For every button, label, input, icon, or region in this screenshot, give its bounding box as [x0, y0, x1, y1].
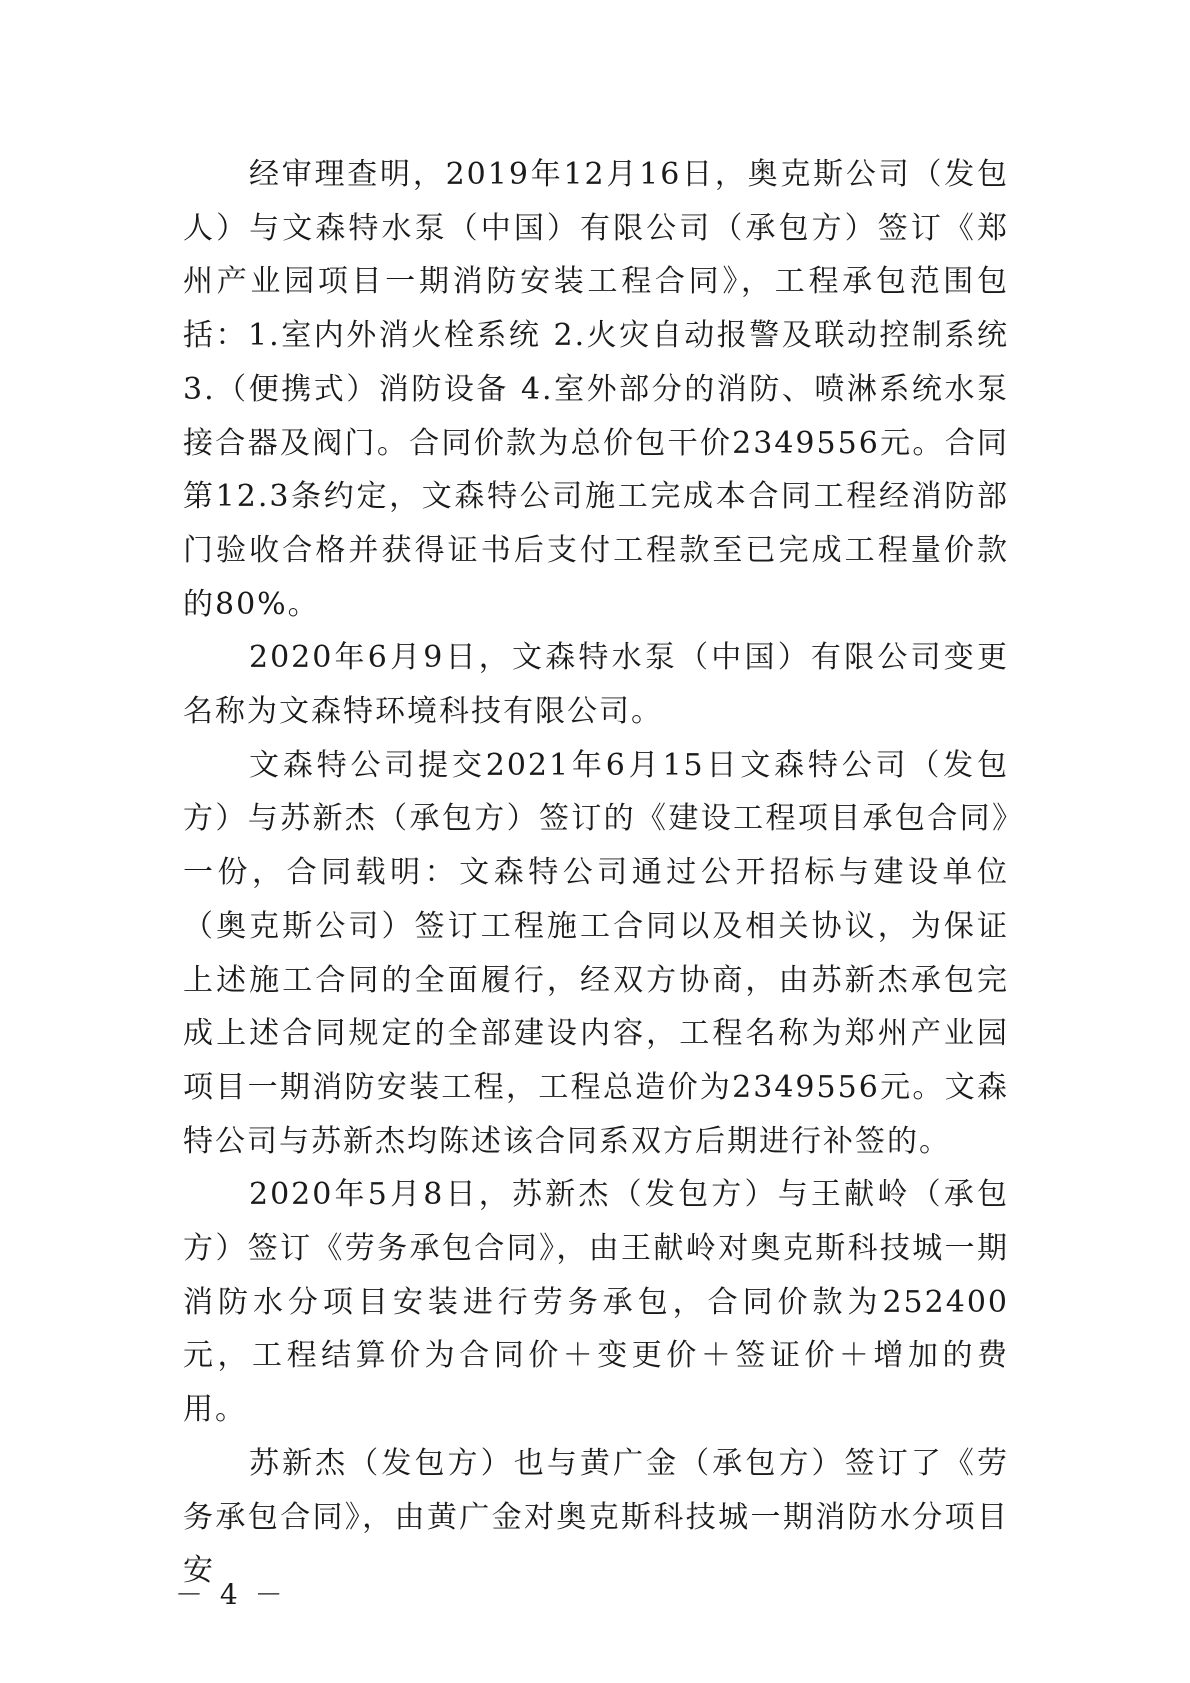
paragraph-labor-contract-wang: 2020年5月8日，苏新杰（发包方）与王献岭（承包方）签订《劳务承包合同》，由王献岭对奥克斯科技城一期消防水分项目安装进行劳务承包，合同价款为252400元，工程结算价为合同价＋变更价＋签证价＋增加的费用。	[183, 1177, 1009, 1428]
page-number: － 4 －	[175, 1578, 287, 1611]
document-body	[183, 148, 1009, 1598]
paragraph-labor-contract-huang: 苏新杰（发包方）也与黄广金（承包方）签订了《劳务承包合同》，由黄广金对奥克斯科技城一期消防水分项目安	[183, 1445, 1009, 1589]
paragraph-name-change: 2020年6月9日，文森特水泵（中国）有限公司变更名称为文森特环境科技有限公司。	[183, 640, 1009, 730]
paragraph-findings: 经审理查明，2019年12月16日，奥克斯公司（发包人）与文森特水泵（中国）有限公司（承包方）签订《郑州产业园项目一期消防安装工程合同》，工程承包范围包括：1.室内外消火栓系统 2.火灾自动报警及联动控制系统 3.（便携式）消防设备 4.室外部分的消防、喷淋系统水泵接合器及阀门。合同价款为总价包干价2349556元。合同第12.3条约定，文森特公司施工完成本合同工程经消防部门验收合格并获得证书后支付工程款至已完成工程量价款的80%。	[183, 157, 1009, 622]
paragraph-subcontract: 文森特公司提交2021年6月15日文森特公司（发包方）与苏新杰（承包方）签订的《建设工程项目承包合同》一份，合同载明：文森特公司通过公开招标与建设单位（奥克斯公司）签订工程施工合同以及相关协议，为保证上述施工合同的全面履行，经双方协商，由苏新杰承包完成上述合同规定的全部建设内容，工程名称为郑州产业园项目一期消防安装工程，工程总造价为2349556元。文森特公司与苏新杰均陈述该合同系双方后期进行补签的。	[183, 747, 1009, 1159]
